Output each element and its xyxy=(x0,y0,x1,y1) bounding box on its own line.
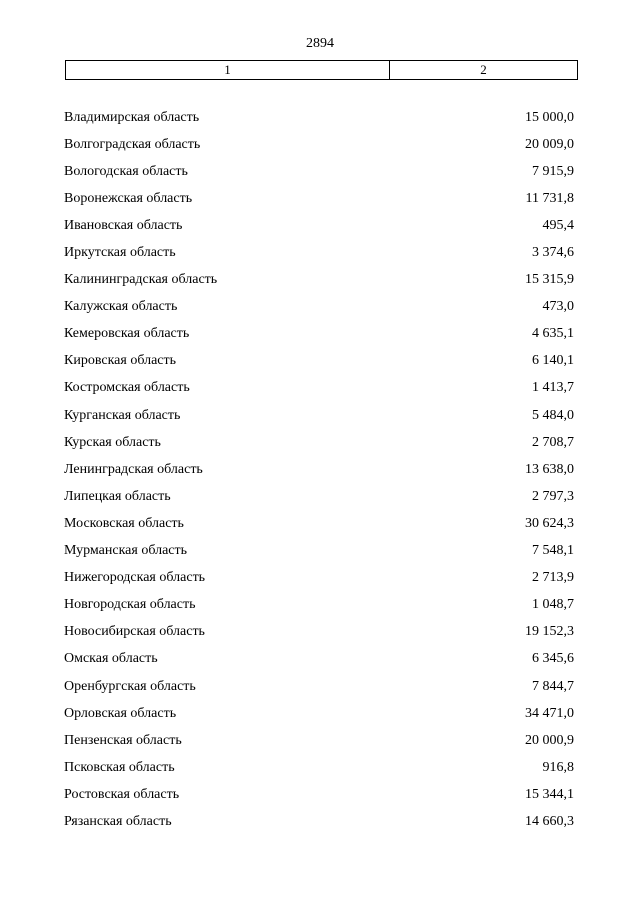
region-value: 14 660,3 xyxy=(525,813,574,829)
region-value: 2 708,7 xyxy=(532,434,574,450)
table-row xyxy=(64,700,574,727)
region-value: 1 048,7 xyxy=(532,597,574,613)
region-value: 20 000,9 xyxy=(525,732,574,748)
region-value: 20 009,0 xyxy=(525,136,574,152)
region-name: Воронежская область xyxy=(64,190,193,206)
table-row xyxy=(64,781,574,808)
table-row xyxy=(64,185,574,212)
table-column-header xyxy=(65,60,578,80)
table-row xyxy=(64,348,574,375)
region-value: 11 731,8 xyxy=(525,190,574,206)
table-row xyxy=(64,483,574,510)
table-row xyxy=(64,294,574,321)
region-value: 495,4 xyxy=(542,217,574,233)
region-value: 2 713,9 xyxy=(532,570,574,586)
region-value: 473,0 xyxy=(542,299,574,315)
region-value: 15 000,0 xyxy=(525,109,574,125)
region-name: Ивановская область xyxy=(64,217,183,233)
region-value: 6 345,6 xyxy=(532,651,574,667)
table-row xyxy=(64,673,574,700)
region-name: Калужская область xyxy=(64,299,178,315)
table-row xyxy=(64,619,574,646)
region-value: 1 413,7 xyxy=(532,380,574,396)
table-row xyxy=(64,727,574,754)
region-value: 7 548,1 xyxy=(532,543,574,559)
region-value: 13 638,0 xyxy=(525,461,574,477)
region-name: Иркутская область xyxy=(64,245,176,261)
region-name: Курганская область xyxy=(64,407,181,423)
region-value: 7 844,7 xyxy=(532,678,574,694)
region-value: 2 797,3 xyxy=(532,488,574,504)
region-name: Владимирская область xyxy=(64,109,200,125)
region-value: 15 315,9 xyxy=(525,272,574,288)
region-name: Пензенская область xyxy=(64,732,182,748)
column-1-header: 1 xyxy=(66,61,390,79)
region-name: Кемеровская область xyxy=(64,326,190,342)
table-row xyxy=(64,592,574,619)
region-name: Новгородская область xyxy=(64,597,196,613)
region-value: 15 344,1 xyxy=(525,786,574,802)
region-name: Вологодская область xyxy=(64,163,188,179)
region-value: 34 471,0 xyxy=(525,705,574,721)
table-row xyxy=(64,808,574,835)
table-row xyxy=(64,321,574,348)
region-name: Нижегородская область xyxy=(64,570,206,586)
region-value: 30 624,3 xyxy=(525,515,574,531)
region-value: 916,8 xyxy=(542,759,574,775)
table-row xyxy=(64,565,574,592)
table-row xyxy=(64,239,574,266)
region-name: Псковская область xyxy=(64,759,175,775)
region-name: Костромская область xyxy=(64,380,190,396)
region-name: Ленинградская область xyxy=(64,461,203,477)
table-row xyxy=(64,375,574,402)
region-name: Кировская область xyxy=(64,353,177,369)
region-name: Московская область xyxy=(64,515,184,531)
region-name: Оренбургская область xyxy=(64,678,196,694)
table-row xyxy=(64,456,574,483)
region-name: Курская область xyxy=(64,434,161,450)
region-value: 19 152,3 xyxy=(525,624,574,640)
column-2-header: 2 xyxy=(480,62,487,77)
table-row xyxy=(64,104,574,131)
region-value: 4 635,1 xyxy=(532,326,574,342)
region-name: Калининградская область xyxy=(64,272,218,288)
region-name: Ростовская область xyxy=(64,786,180,802)
region-name: Рязанская область xyxy=(64,813,172,829)
region-value: 6 140,1 xyxy=(532,353,574,369)
table-row xyxy=(64,646,574,673)
region-value: 5 484,0 xyxy=(532,407,574,423)
table-row xyxy=(64,510,574,537)
table-row xyxy=(64,267,574,294)
region-name: Липецкая область xyxy=(64,488,171,504)
region-value: 7 915,9 xyxy=(532,163,574,179)
table-row xyxy=(64,538,574,565)
region-name: Орловская область xyxy=(64,705,177,721)
table-row xyxy=(64,429,574,456)
page-number: 2894 xyxy=(306,36,334,51)
region-value: 3 374,6 xyxy=(532,245,574,261)
table-row xyxy=(64,754,574,781)
region-name: Мурманская область xyxy=(64,543,188,559)
region-name: Новосибирская область xyxy=(64,624,205,640)
table-row xyxy=(64,402,574,429)
table-row xyxy=(64,158,574,185)
table-row xyxy=(64,131,574,158)
region-name: Омская область xyxy=(64,651,158,667)
region-table-body xyxy=(64,104,574,836)
table-row xyxy=(64,212,574,239)
region-name: Волгоградская область xyxy=(64,136,201,152)
